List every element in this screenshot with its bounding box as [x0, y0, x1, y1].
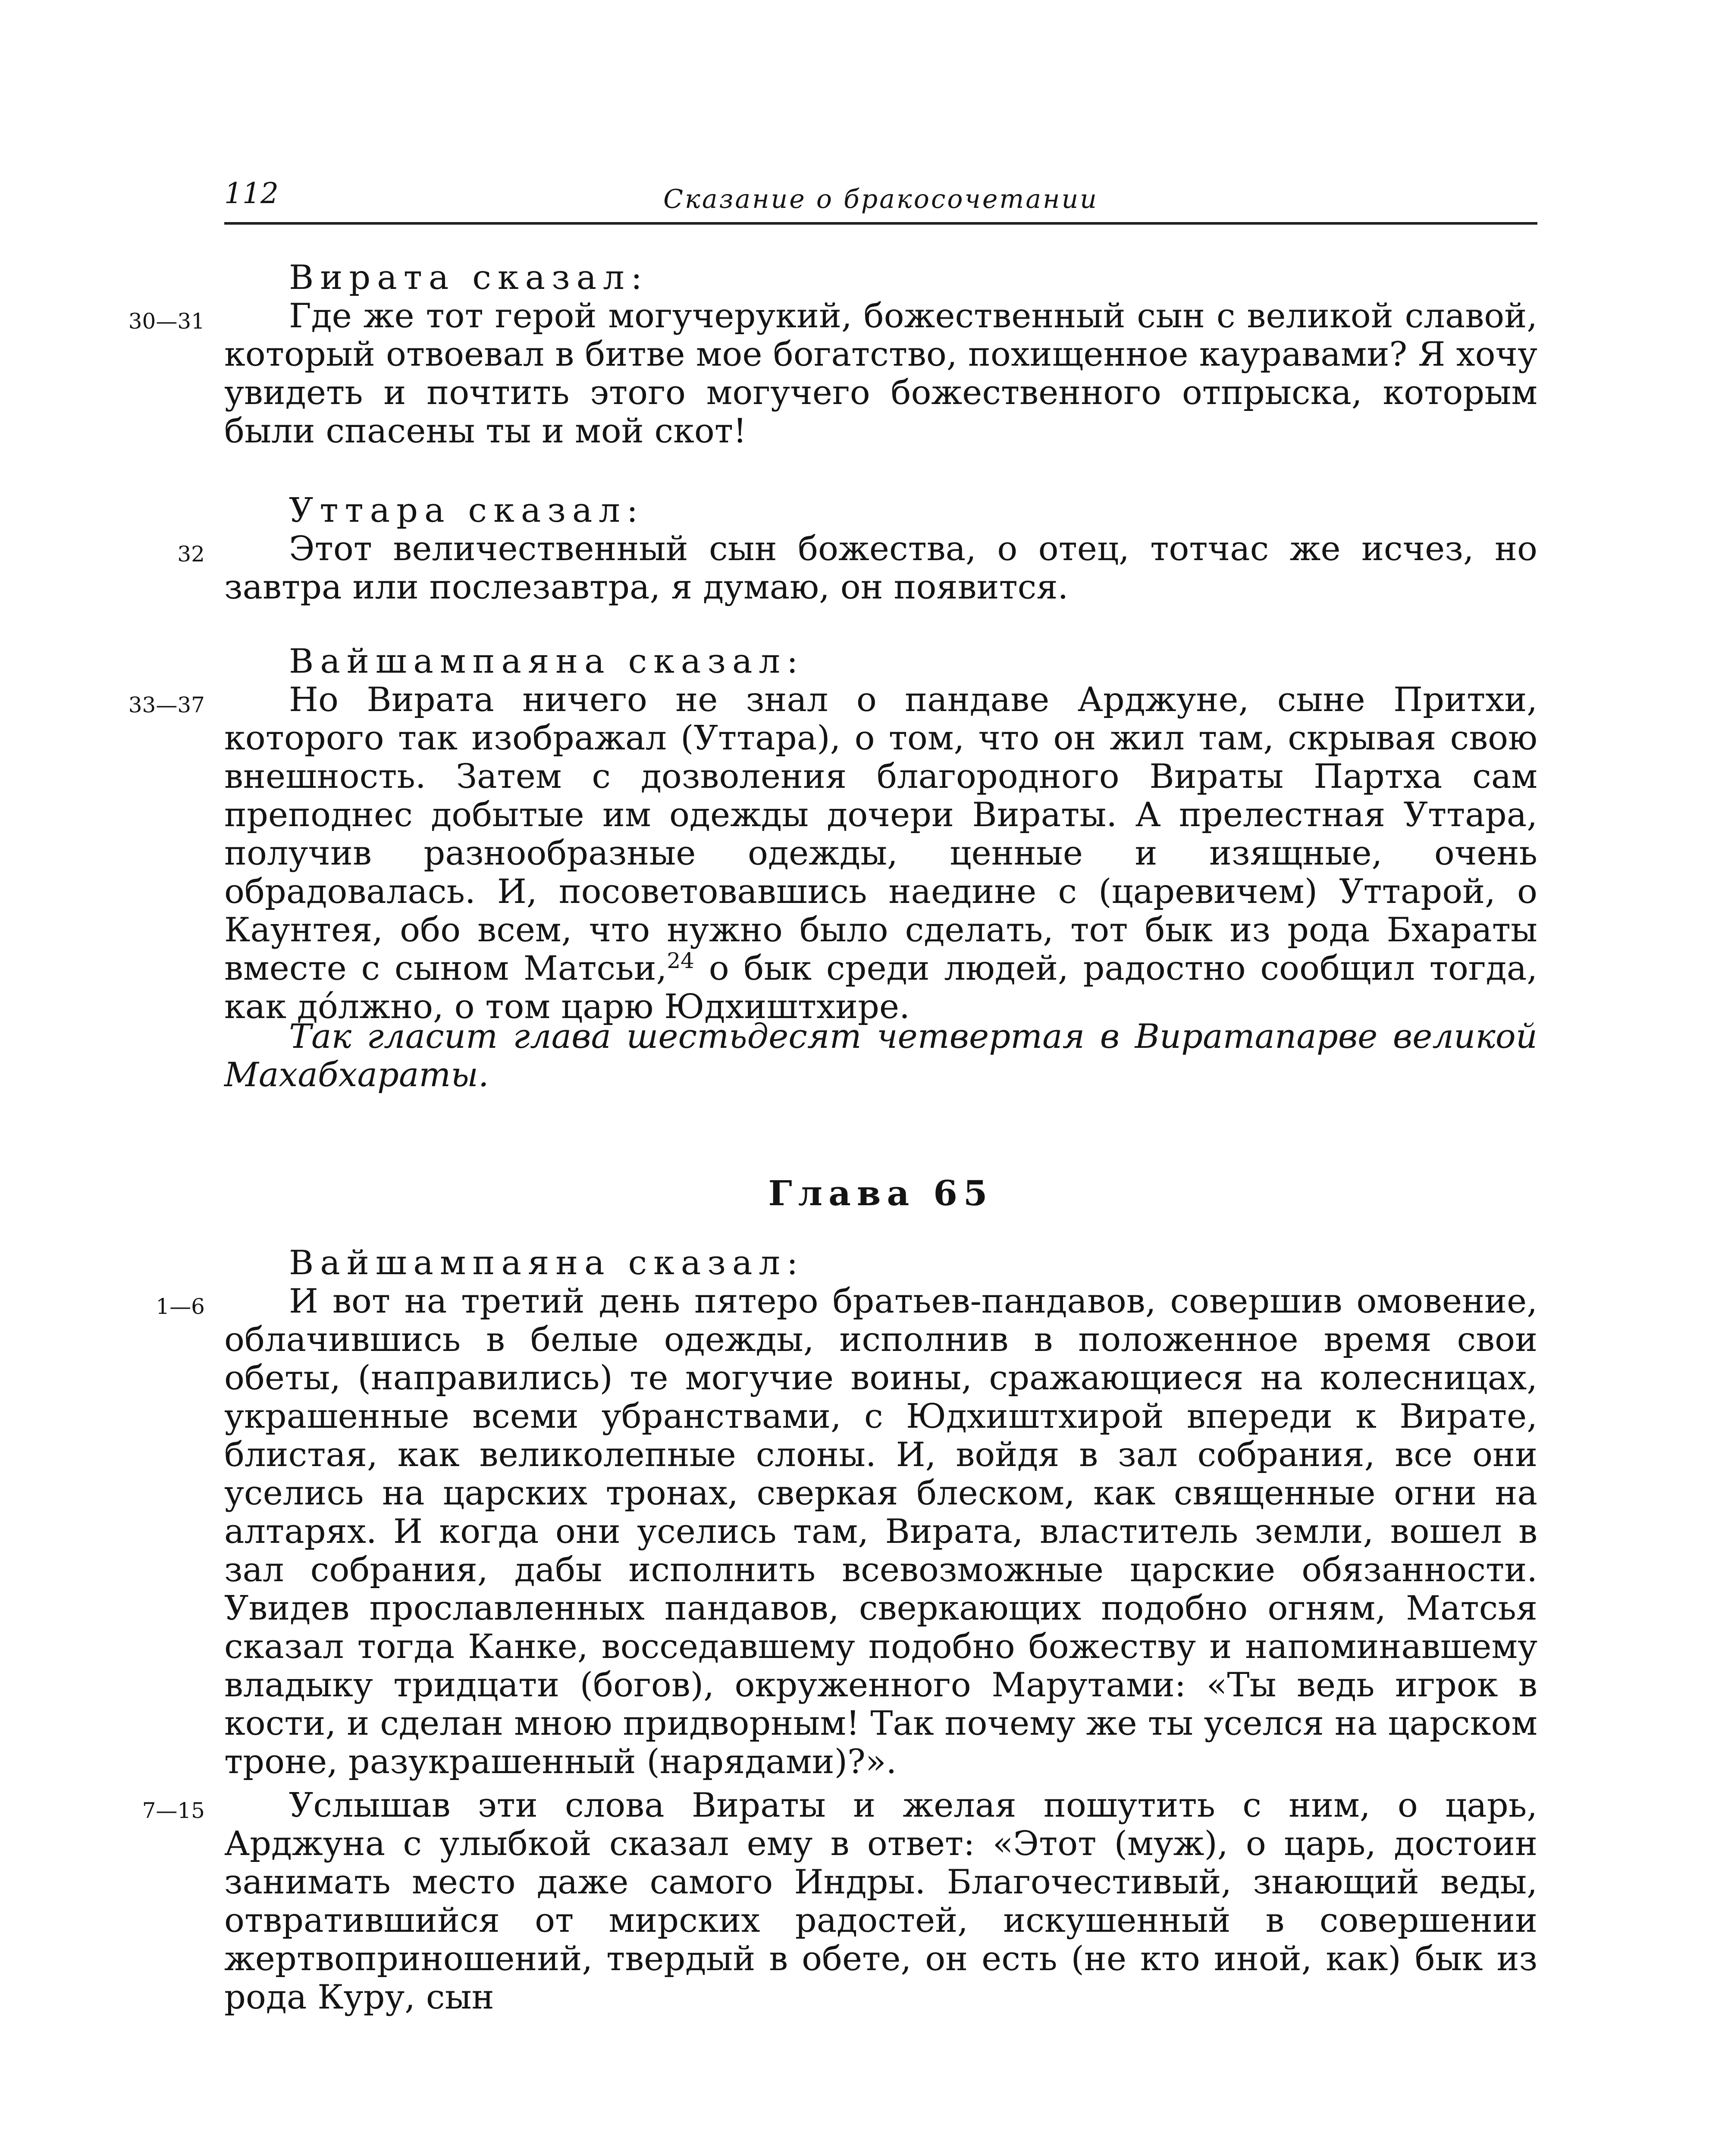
running-head: [224, 175, 1537, 225]
footnote-ref: 24: [667, 948, 694, 973]
paragraph-text: Этот величественный сын божества, о отец, тотчас же исчез, но завтра или послезавтра, я думаю, он появится.: [224, 530, 1537, 607]
paragraph-text-cont: о бык среди людей, радостно сообщил тогда, как дóлжно, о том царю Юдхиштхире.: [224, 949, 1537, 1026]
paragraph-text: Но Вирата ничего не знал о пандаве Арджуне, сыне Притхи, которого так изображал (Уттара), о том, что он жил там, скрывая свою внешность. Затем с дозволения благородного Вираты Партха сам преподнес добытые им одежды дочери Вираты. А прелестная Уттара, получив разнообразные одежды, ценные и изящные, очень обрадовалась. И, посоветовавшись наедине с (царевичем) Уттарой, о Каунтея, обо всем, что нужно было сделать, тот бык из рода Бхараты вместе с сыном Матсьи,: [224, 680, 1537, 988]
verse-number: 33—37: [128, 693, 205, 718]
paragraph-text: Где же тот герой могучерукий, божественный сын с великой славой, который отвоевал в битве мое богатство, похищенное кауравами? Я хочу увидеть и почтить этого могучего божественного отпрыска, которым были спасены ты и мой скот!: [224, 297, 1537, 451]
paragraph: [156, 1282, 1537, 1781]
section-virata: [128, 258, 1537, 451]
paragraph: [128, 680, 1537, 1026]
page-number: 112: [224, 177, 279, 210]
paragraph-text: И вот на третий день пятеро братьев-пандавов, совершив омовение, облачившись в белые одежды, исполнив в положенное время свои обеты, (направились) те могучие воины, сражающиеся на колесницах, украшенные всеми убранствами, с Юдхиштхирой впереди к Вирате, блистая, как великолепные слоны. И, войдя в зал собрания, все они уселись на царских тронах, сверкая блеском, как священные огни на алтарях. И когда они уселись там, Вирата, властитель земли, вошел в зал собрания, дабы исполнить всевозможные царские обязанности. Увидев прославленных пандавов, сверкающих подобно огням, Матсья сказал тогда Канке, восседавшему подобно божеству и напоминавшему владыку тридцати (богов), окруженного Марутами: «Ты ведь игрок в кости, и сделан мною придворным! Так почему же ты уселся на царском троне, разукрашенный (нарядами)?».: [224, 1282, 1537, 1781]
verse-number: 1—6: [156, 1294, 205, 1319]
paragraph-text: Услышав эти слова Вираты и желая пошутить с ним, о царь, Арджуна с улыбкой сказал ему в ответ: «Этот (муж), о царь, достоин занимать место даже самого Индры. Благочестивый, знающий веды, отвратившийся от мирских радостей, искушенный в совершении жертвоприношений, твердый в обете, он есть (не кто иной, как) бык из рода Куру, сын: [224, 1786, 1537, 2017]
paragraph: [177, 530, 1537, 607]
chapter-65-body: [142, 1244, 1537, 2017]
speaker-label: Уттара сказал:: [289, 491, 645, 530]
verse-number: 30—31: [128, 309, 205, 334]
colophon-block: [224, 1018, 1537, 1094]
verse-number: 7—15: [142, 1798, 205, 1823]
speaker-label: Вайшампаяна сказал:: [289, 1244, 805, 1282]
paragraph: [142, 1786, 1537, 2017]
chapter-title: Глава 65: [768, 1173, 994, 1213]
speaker-label: Вирата сказал:: [289, 258, 649, 297]
colophon: Так гласит глава шестьдесят четвертая в Виратапарве великой Махабхараты.: [224, 1017, 1537, 1094]
paragraph: [128, 297, 1537, 451]
verse-number: 32: [177, 542, 205, 567]
section-vaishampayana: [128, 642, 1537, 1026]
section-uttara: [177, 491, 1537, 607]
running-title: Сказание о бракосочетании: [663, 184, 1098, 214]
speaker-label: Вайшампаяна сказал:: [289, 642, 805, 681]
